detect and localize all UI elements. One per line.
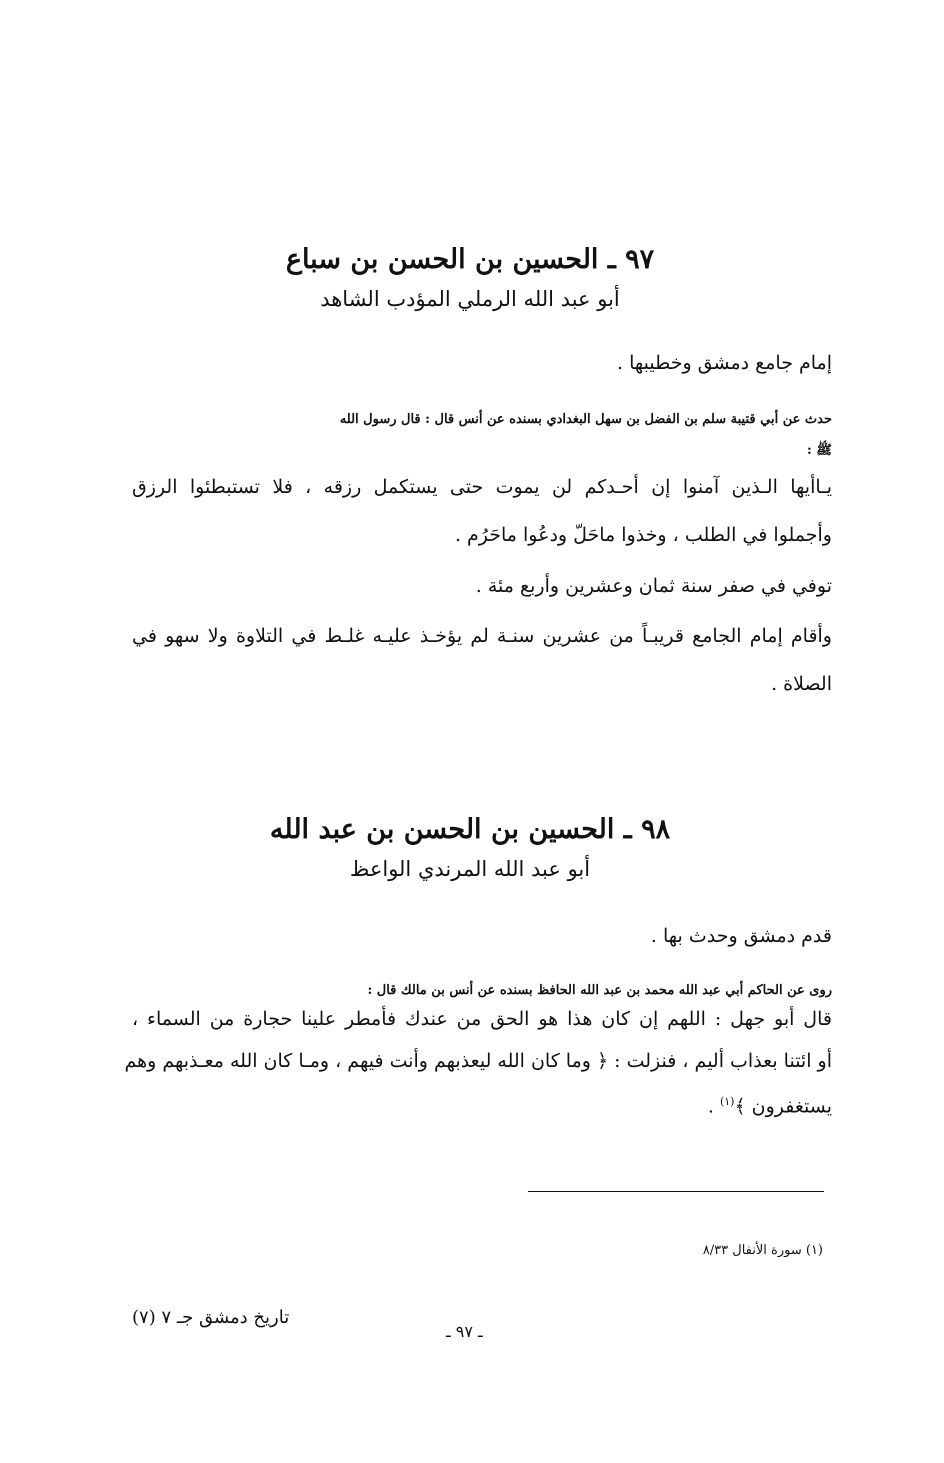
entry-97-narration-line2: ﷺ : [806, 443, 832, 458]
footer-book-title: تاريخ دمشق جـ ٧ (٧) [132, 1307, 290, 1328]
entry-98-quote-line3 [708, 1095, 832, 1117]
entry-98-quote-line1: قال أبو جهل : اللهم إن كان هذا هو الحق من عندك فأمطر علينا حجارة من السماء ، [132, 1008, 832, 1030]
entry-97-hadith-line2: وأجملوا في الطلب ، وخذوا ماحَلّ ودعُوا ماحَرُم . [454, 524, 832, 546]
entry-97-intro: إمام جامع دمشق وخطيبها . [617, 352, 832, 374]
page-number: ـ ٩٧ ـ [446, 1322, 483, 1341]
entry-97-narration-line1: حدث عن أبي قتيبة سلم بن الفضل بن سهل البغدادي بسنده عن أنس قال : قال رسول الله [339, 412, 832, 427]
entry-97-stay-line1: وأقام إمام الجامع قريبـاً من عشرين سنـة لم يؤخـذ عليـه غلـط في التلاوة ولا سهو في [132, 625, 832, 647]
entry-97-hadith-line1: يـاأيها الـذين آمنوا إن أحـدكم لن يموت حتى يستكمل رزقه ، فلا تستبطئوا الرزق [132, 476, 832, 498]
entry-97-death: توفي في صفر سنة ثمان وعشرين وأربع مئة . [475, 575, 832, 597]
entry-98-quote-line2: أو ائتنا بعذاب أليم ، فنزلت : ﴿ وما كان الله ليعذبهم وأنت فيهم ، ومـا كان الله معـذبهم وهم [124, 1050, 832, 1072]
entry-98-subheading: أبو عبد الله المرندي الواعظ [349, 857, 591, 881]
entry-97-subheading: أبو عبد الله الرملي المؤدب الشاهد [320, 287, 620, 311]
entry-98-heading: ٩٨ ـ الحسين بن الحسن بن عبد الله [269, 814, 671, 845]
entry-98-intro: قدم دمشق وحدث بها . [650, 925, 832, 947]
quote-line3-text: يستغفرون ﴾ [734, 1095, 832, 1118]
entry-98-narration-line1: روى عن الحاكم أبي عبد الله محمد بن عبد الله الحافظ بسنده عن أنس بن مالك قال : [367, 983, 832, 998]
entry-97-heading: ٩٧ ـ الحسين بن الحسن بن سباع [285, 244, 655, 275]
footnote-reference: (١) [719, 1095, 735, 1108]
quote-line3-end: . [707, 1095, 720, 1118]
footnote: (١) سورة الأنفال ٨/٣٣ [702, 1243, 823, 1258]
entry-97-stay-line2: الصلاة . [771, 673, 832, 695]
footnote-divider [528, 1191, 824, 1192]
